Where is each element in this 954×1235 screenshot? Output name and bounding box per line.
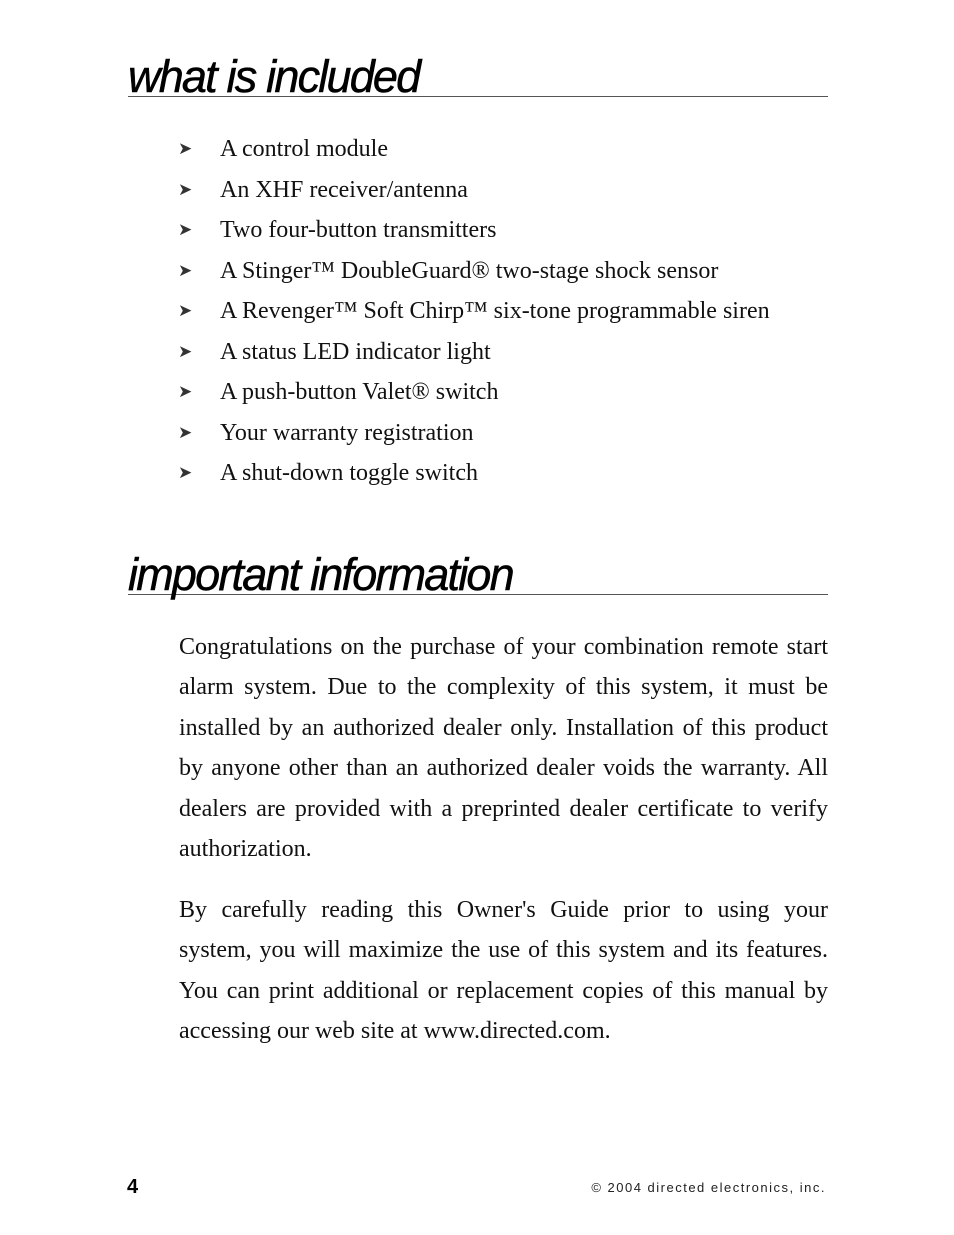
body-paragraph-congratulations: Congratulations on the purchase of your combination remote start alarm system. Due to the complexity of this system, it must be installed by an authorized dealer only. Installation of this product by anyone other than an authorized dealer voids the warranty. All dealers are provided with a preprinted dealer certificate to verify authorization. (179, 634, 828, 863)
body-paragraph-owners-guide: By carefully reading this Owner's Guide prior to using your system, you will maximize the use of this system and its features. You can print additional or replacement copies of this manual by accessing our web site at www.directed.com. (179, 897, 828, 1045)
list-item-text: A status LED indicator light (220, 338, 491, 365)
list-item-text: Your warranty registration (220, 419, 474, 446)
arrowhead-bullet-icon: ➤ (178, 422, 193, 442)
list-item-text: Two four-button transmitters (220, 217, 497, 243)
arrowhead-bullet-icon: ➤ (178, 220, 193, 239)
arrowhead-bullet-icon: ➤ (178, 341, 193, 361)
arrowhead-bullet-icon: ➤ (178, 463, 193, 482)
list-item (178, 413, 770, 454)
arrowhead-bullet-icon: ➤ (178, 382, 193, 401)
list-item-text: A Stinger™ DoubleGuard® two-stage shock sensor (220, 257, 719, 284)
list-item (178, 453, 770, 494)
section-title-included: what is included (128, 51, 420, 102)
list-item (178, 210, 770, 251)
section-title-important: important information (128, 549, 513, 600)
section-header-important (128, 549, 828, 600)
arrowhead-bullet-icon: ➤ (178, 179, 193, 199)
list-item (178, 372, 770, 413)
list-item-text: A push-button Valet® switch (220, 379, 499, 405)
list-item-text: A control module (220, 136, 388, 162)
copyright-notice: © 2004 directed electronics, inc. (591, 1180, 826, 1195)
list-item (178, 129, 770, 170)
section-header-included (128, 51, 828, 102)
arrowhead-bullet-icon: ➤ (178, 301, 193, 320)
list-item (178, 170, 770, 211)
list-item-text: An XHF receiver/antenna (220, 176, 468, 203)
arrowhead-bullet-icon: ➤ (178, 139, 193, 158)
list-item (178, 251, 770, 292)
included-items-list (178, 129, 770, 494)
list-item (178, 291, 770, 332)
arrowhead-bullet-icon: ➤ (178, 260, 193, 280)
list-item-text: A Revenger™ Soft Chirp™ six-tone programmable siren (220, 298, 770, 324)
list-item-text: A shut-down toggle switch (220, 460, 478, 486)
page-number: 4 (127, 1176, 139, 1198)
list-item (178, 332, 770, 373)
